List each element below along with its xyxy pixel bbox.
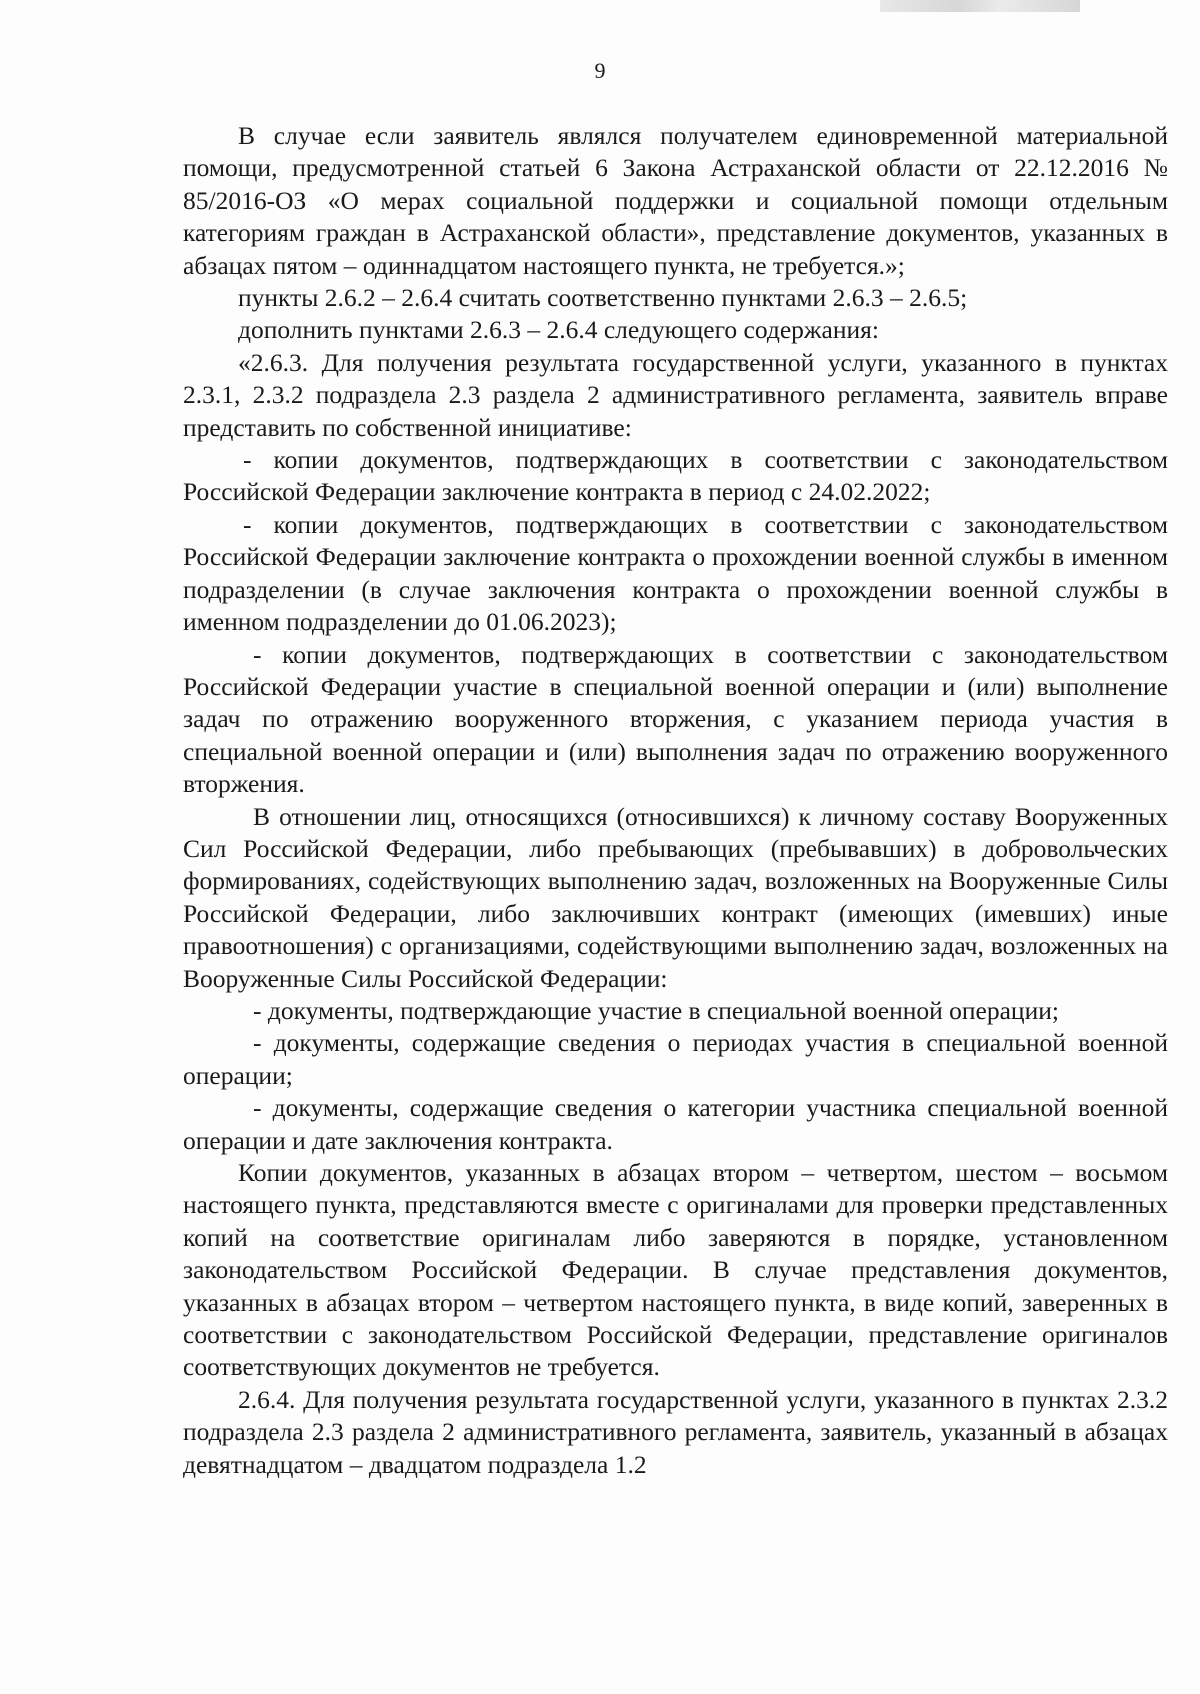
page-number: 9	[594, 58, 606, 83]
paragraph-4: «2.6.3. Для получения результата государственной услуги, указанного в пунктах 2.3.1, 2.3.2 подраздела 2.3 раздела 2 административного регламента, заявитель вправе представить по собственной инициативе:	[183, 347, 1168, 442]
paragraph-3: дополнить пунктами 2.6.3 – 2.6.4 следующего содержания:	[238, 315, 879, 345]
paragraph-1: В случае если заявитель являлся получателем единовременной материальной помощи, предусмотренной статьей 6 Закона Астраханской области от 22.12.2016 № 85/2016-ОЗ «О мерах социальной поддержки и социальной помощи отдельным категориям граждан в Астраханской области», представление документов, указанных в абзацах пятом – одиннадцатом настоящего пункта, не требуется.»;	[183, 121, 1168, 280]
document-body	[183, 120, 1168, 1481]
paragraph-10: - документы, содержащие сведения о периодах участия в специальной военной операции;	[183, 1028, 1168, 1090]
paragraph-12: Копии документов, указанных в абзацах втором – четвертом, шестом – восьмом настоящего пункта, представляются вместе с оригиналами для проверки представленных копий на соответствие оригиналам либо заверяются в порядке, установленном законодательством Российской Федерации. В случае представления документов, указанных в абзацах втором – четвертом настоящего пункта, в виде копий, заверенных в соответствии с законодательством Российской Федерации, представление оригиналов соответствующих документов не требуется.	[183, 1158, 1168, 1382]
paragraph-8: В отношении лиц, относящихся (относившихся) к личному составу Вооруженных Сил Российской Федерации, либо пребывающих (пребывавших) в добровольческих формированиях, содействующих выполнению задач, возложенных на Вооруженные Силы Российской Федерации, либо заключивших контракт (имеющих (имевших) иные правоотношения) с организациями, содействующими выполнению задач, возложенных на Вооруженные Силы Российской Федерации:	[183, 801, 1168, 993]
paragraph-6: - копии документов, подтверждающих в соответствии с законодательством Российской Федерации заключение контракта о прохождении военной службы в именном подразделении (в случае заключения контракта о прохождении военной службы в именном подразделении до 01.06.2023);	[183, 509, 1168, 637]
paragraph-2: пункты 2.6.2 – 2.6.4 считать соответственно пунктами 2.6.3 – 2.6.5;	[238, 283, 968, 313]
paragraph-7: - копии документов, подтверждающих в соответствии с законодательством Российской Федерации участие в специальной военной операции и (или) выполнение задач по отражению вооруженного вторжения, с указанием периода участия в специальной военной операции и (или) выполнения задач по отражению вооруженного вторжения.	[183, 639, 1168, 799]
paragraph-9: - документы, подтверждающие участие в специальной военной операции;	[253, 995, 1059, 1025]
paragraph-5: - копии документов, подтверждающих в соответствии с законодательством Российской Федерации заключение контракта в период с 24.02.2022;	[183, 445, 1168, 507]
scan-artifact	[880, 0, 1080, 12]
paragraph-11: - документы, содержащие сведения о категории участника специальной военной операции и дате заключения контракта.	[183, 1093, 1168, 1155]
paragraph-13: 2.6.4. Для получения результата государственной услуги, указанного в пунктах 2.3.2 подраздела 2.3 раздела 2 административного регламента, заявитель, указанный в абзацах девятнадцатом – двадцатом подраздела 1.2	[183, 1384, 1168, 1479]
